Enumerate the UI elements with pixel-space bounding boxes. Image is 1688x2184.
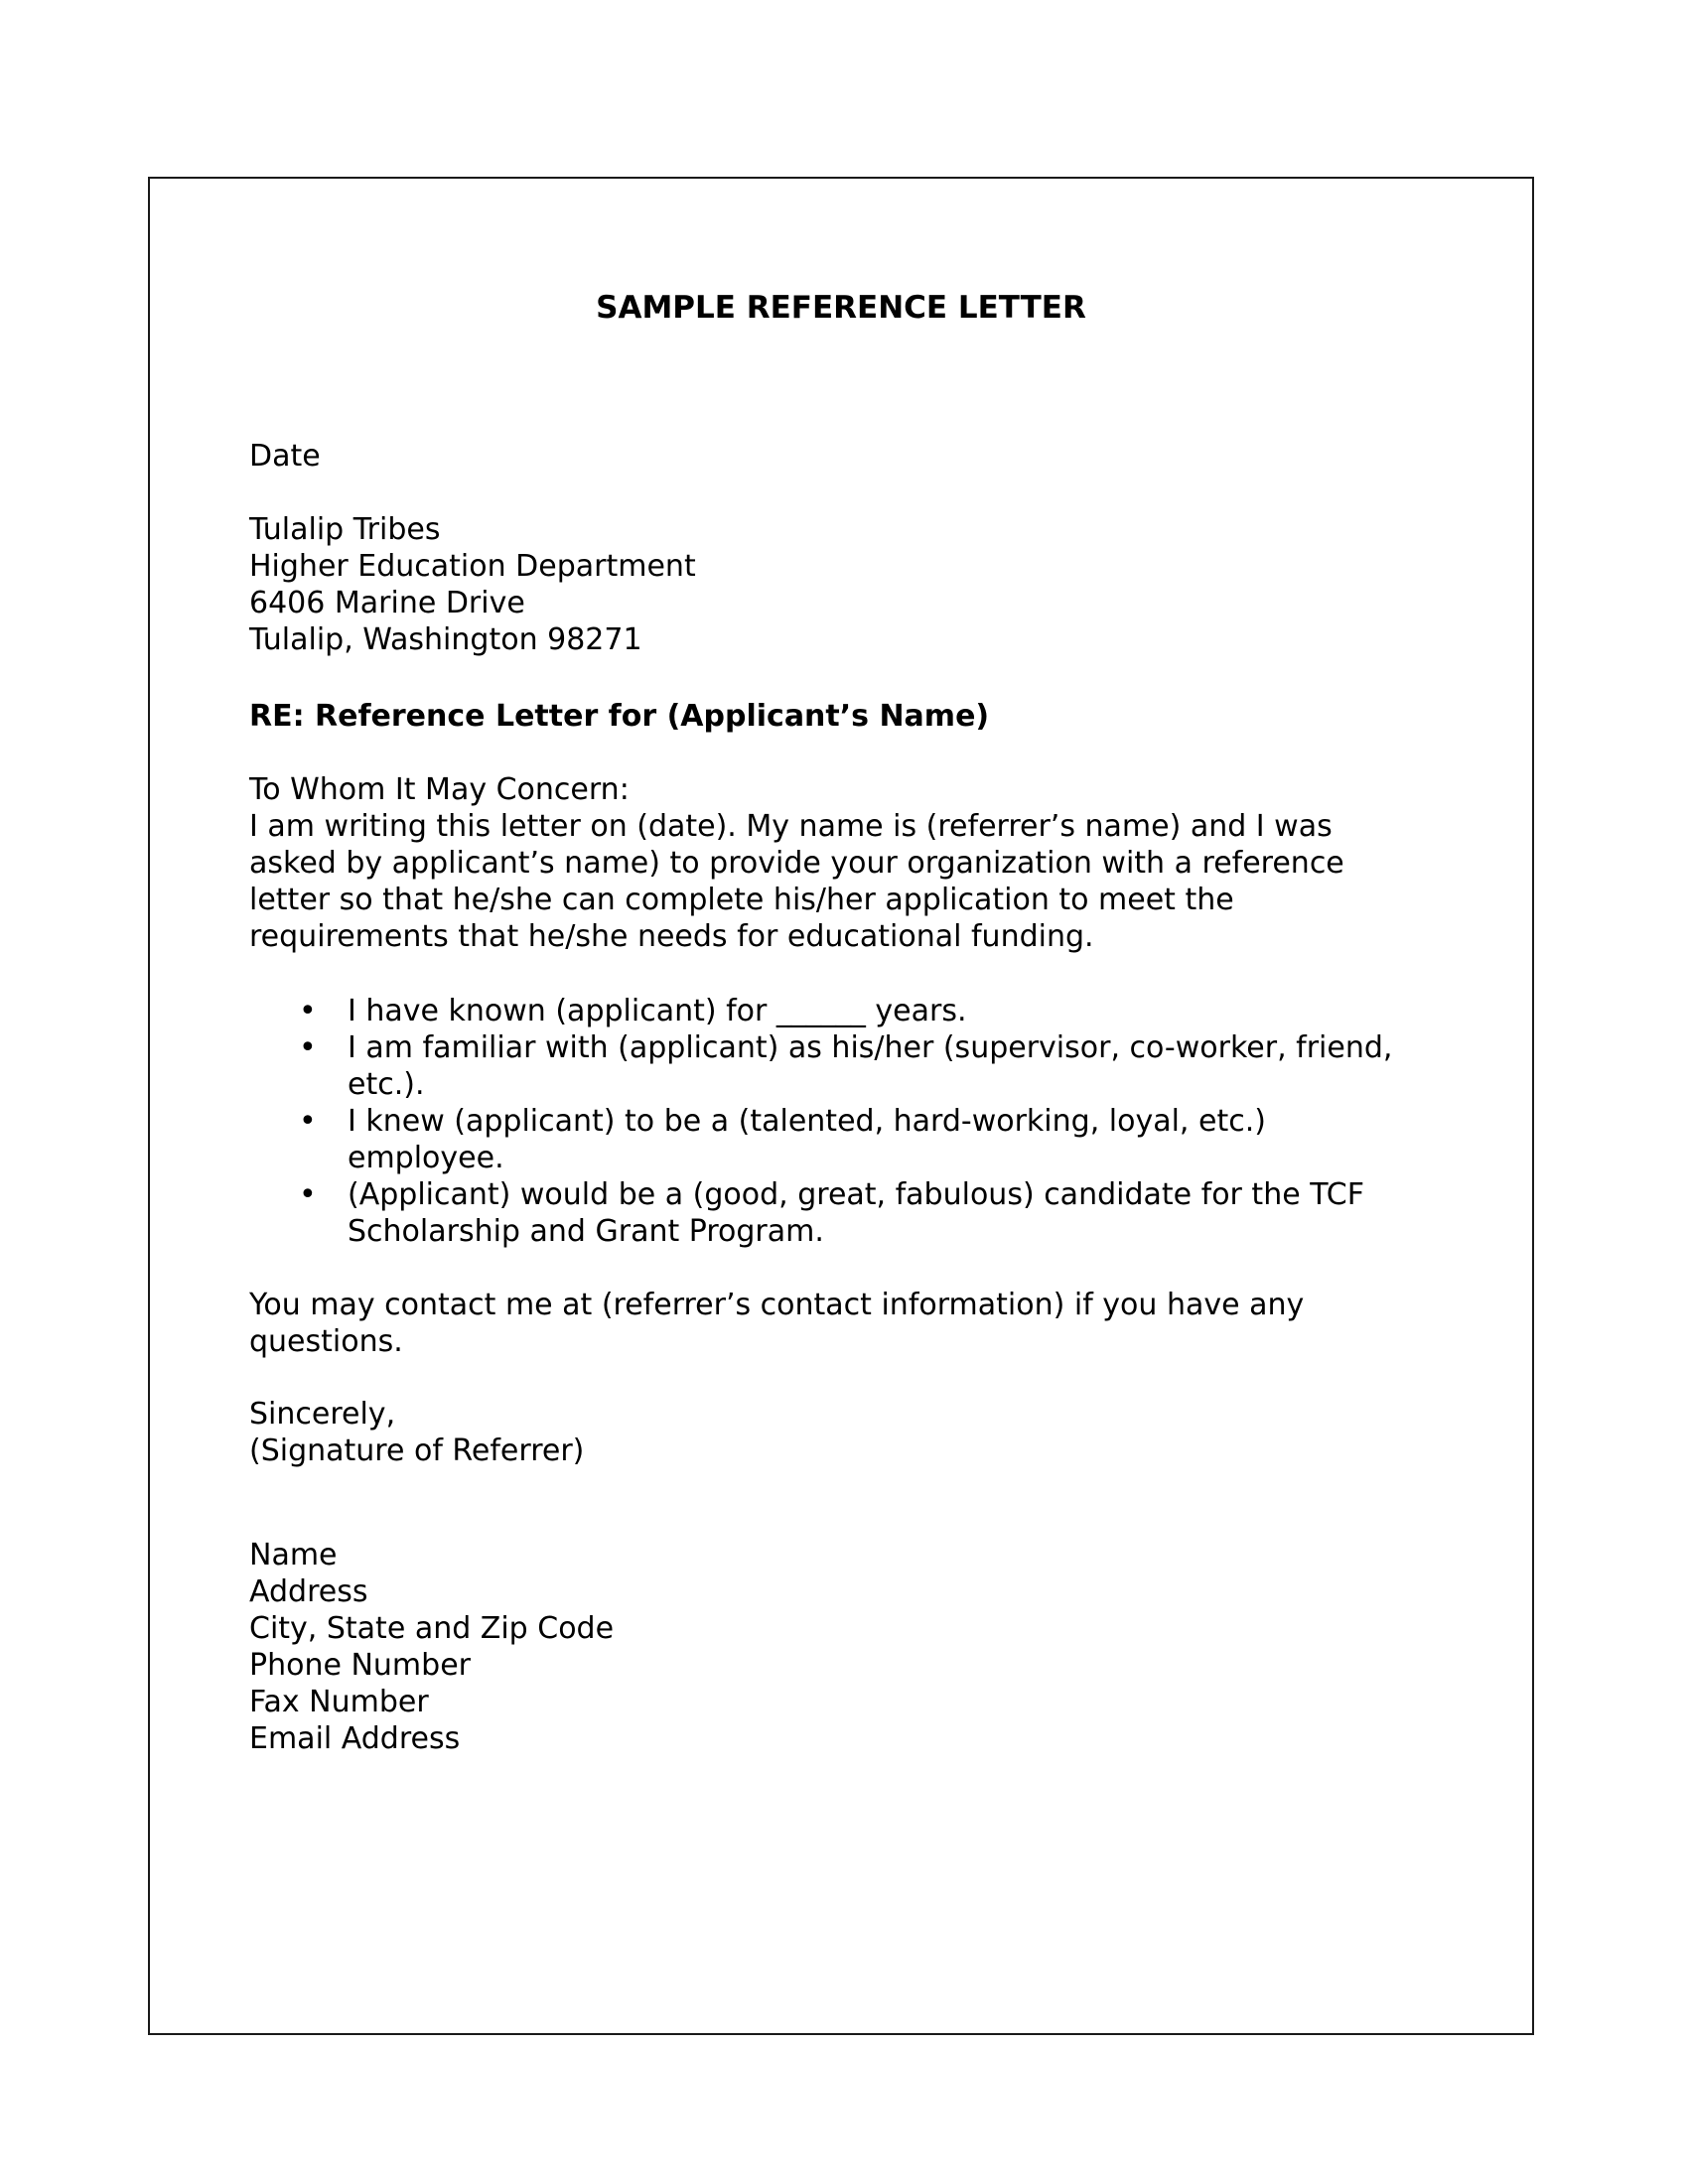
signature-block [249,1537,1480,1757]
bullet-glyph: • [299,1177,317,1212]
referrer-address: Address [249,1574,368,1609]
recipient-line-4: Tulalip, Washington 98271 [249,622,642,657]
signature-placeholder: (Signature of Referrer) [249,1433,585,1468]
bullet-glyph: • [299,1030,317,1065]
bullet-1-line-1: I have known (applicant) for ______ years. [348,994,967,1028]
referrer-fax: Fax Number [249,1685,429,1719]
closing [249,1396,1480,1469]
contact-line-1: You may contact me at (referrer’s contact information) if you have any [249,1288,1305,1322]
bullet-3-line-2: employee. [348,1141,504,1175]
bullet-2-line-2: etc.). [348,1067,425,1102]
bullet-glyph: • [299,1104,317,1139]
bullet-3-line-1: I knew (applicant) to be a (talented, hard-working, loyal, etc.) [348,1104,1266,1139]
intro-line-2: asked by applicant’s name) to provide your organization with a reference [249,846,1344,881]
closing-line: Sincerely, [249,1397,396,1432]
referrer-name: Name [249,1538,338,1572]
list-item [249,1103,1480,1176]
bullet-list [249,993,1480,1250]
referrer-email: Email Address [249,1721,461,1756]
date-line [249,438,1480,475]
recipient-line-1: Tulalip Tribes [249,512,441,547]
list-item [249,993,1480,1029]
bullet-glyph: • [299,994,317,1028]
bullet-2-line-1: I am familiar with (applicant) as his/her (supervisor, co-worker, friend, [348,1030,1393,1065]
bullet-4-line-2: Scholarship and Grant Program. [348,1214,824,1249]
list-item [249,1176,1480,1250]
contact-paragraph [249,1287,1480,1360]
recipient-address [249,511,1480,658]
intro-line-3: letter so that he/she can complete his/her application to meet the [249,883,1234,917]
intro-line-4: requirements that he/she needs for educational funding. [249,919,1094,954]
intro-line-1: I am writing this letter on (date). My name is (referrer’s name) and I was [249,809,1333,844]
bullet-4-line-1: (Applicant) would be a (good, great, fabulous) candidate for the TCF [348,1177,1364,1212]
document-title: SAMPLE REFERENCE LETTER [596,290,1086,326]
salutation: To Whom It May Concern: [249,772,630,807]
intro-paragraph [249,771,1480,955]
subject-line [249,698,1480,735]
date-text: Date [249,439,321,474]
referrer-phone: Phone Number [249,1648,471,1683]
contact-line-2: questions. [249,1324,403,1359]
recipient-line-2: Higher Education Department [249,549,696,584]
subject-text: RE: Reference Letter for (Applicant’s Name) [249,699,990,734]
referrer-city: City, State and Zip Code [249,1611,615,1646]
list-item [249,1029,1480,1103]
recipient-line-3: 6406 Marine Drive [249,586,525,620]
